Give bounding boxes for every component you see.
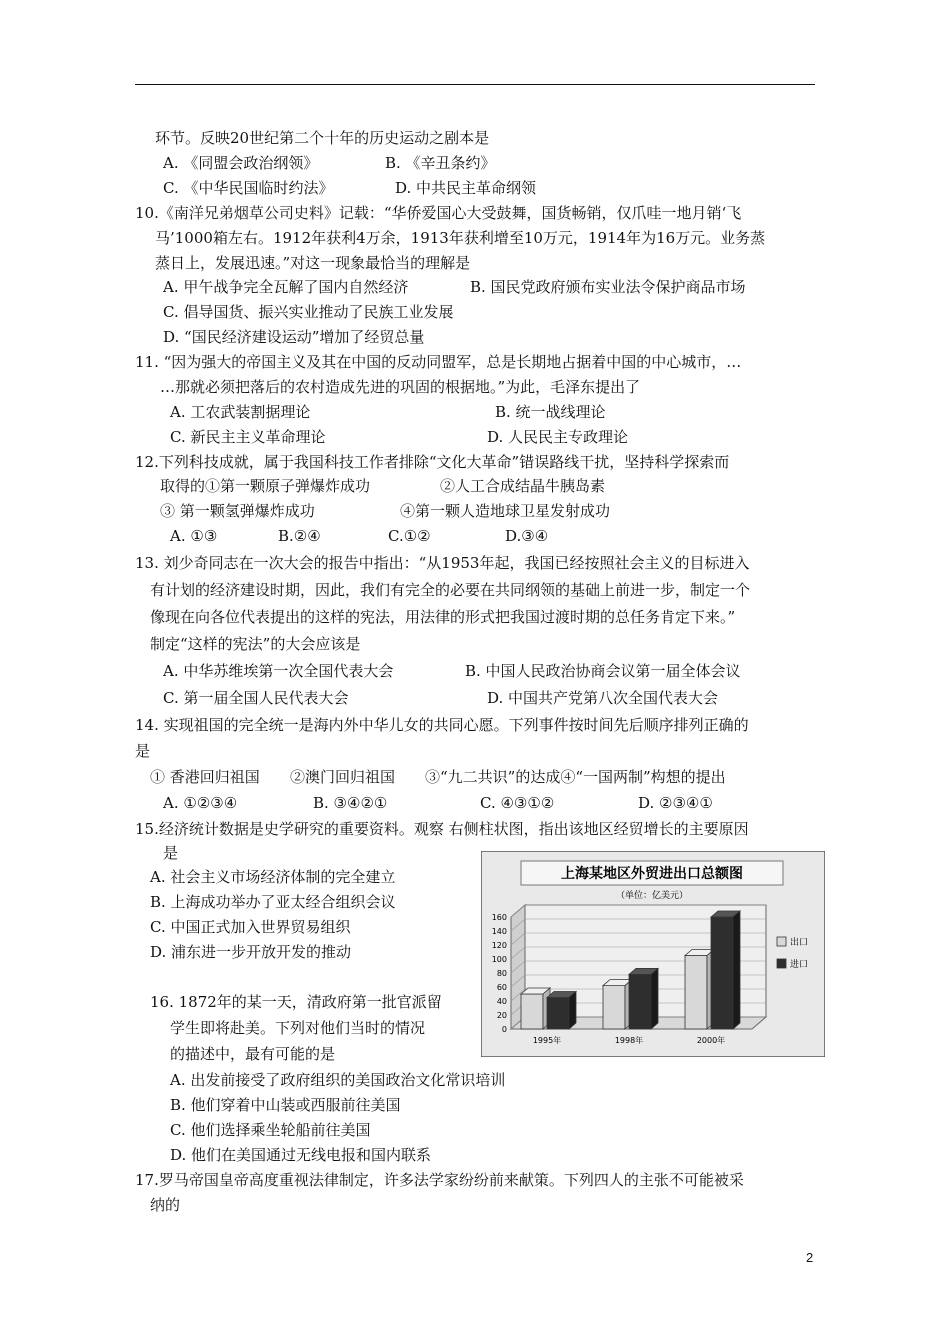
legend-swatch <box>777 959 786 968</box>
q14-line: 是 <box>135 742 151 760</box>
q11-line: …那就必须把落后的农村造成先进的巩固的根据地。”为此，毛泽东提出了 <box>160 378 641 396</box>
q16-option-a[interactable]: A. 出发前接受了政府组织的美国政治文化常识培训 <box>170 1071 506 1089</box>
chart-y-tick: 140 <box>491 927 507 936</box>
legend-label: 出口 <box>790 938 809 948</box>
chart-x-tick: 1995年 <box>532 1036 562 1045</box>
q14-item: ① 香港回归祖国 <box>150 768 260 786</box>
q9-option-b[interactable]: B. 《辛丑条约》 <box>385 154 496 172</box>
q14-item: ②澳门回归祖国 <box>290 768 396 786</box>
q15-option-a[interactable]: A. 社会主义市场经济体制的完全建立 <box>150 868 396 886</box>
q10-option-a[interactable]: A. 甲午战争完全瓦解了国内自然经济 <box>163 278 409 296</box>
q9-option-a[interactable]: A. 《同盟会政治纲领》 <box>163 154 319 172</box>
q12-item: 取得的①第一颗原子弹爆炸成功 <box>160 477 371 495</box>
q14-line: 14. 实现祖国的完全统一是海内外中华儿女的共同心愿。下列事件按时间先后顺序排列正确的 <box>135 716 749 734</box>
q14-item: ③“九二共识”的达成④“一国两制”构想的提出 <box>425 768 726 786</box>
q11-option-c[interactable]: C. 新民主主义革命理论 <box>170 428 326 446</box>
chart-y-tick: 0 <box>501 1025 507 1034</box>
q9-option-c[interactable]: C. 《中华民国临时约法》 <box>163 179 334 197</box>
q10-line: 马’1000箱左右。1912年获利4万余，1913年获利增至10万元，1914年为16万元。业务蒸 <box>155 229 766 247</box>
header-rule <box>135 84 815 85</box>
q9-stem: 环节。反映20世纪第二个十年的历史运动之剧本是 <box>155 129 490 147</box>
q14-option-c[interactable]: C. ④③①② <box>480 794 555 812</box>
page-number: 2 <box>806 1250 814 1265</box>
chart-bar <box>603 986 625 1029</box>
q10-option-c[interactable]: C. 倡导国货、振兴实业推动了民族工业发展 <box>163 303 454 321</box>
q14-option-a[interactable]: A. ①②③④ <box>163 794 238 812</box>
chart-title: 上海某地区外贸进出口总额图 <box>561 866 743 882</box>
q13-line: 制定“这样的宪法”的大会应该是 <box>150 635 361 653</box>
q17-line: 纳的 <box>150 1196 181 1214</box>
q16-option-c[interactable]: C. 他们选择乘坐轮船前往美国 <box>170 1121 371 1139</box>
chart-y-tick: 120 <box>491 941 507 950</box>
chart-y-tick: 20 <box>496 1011 507 1020</box>
chart-bar-side <box>569 992 576 1030</box>
chart-bar-side <box>651 968 658 1029</box>
q10-line: 10.《南洋兄弟烟草公司史料》记载：“华侨爱国心大受鼓舞，国货畅销，仅爪哇一地月销‘飞 <box>135 204 742 222</box>
q13-option-d[interactable]: D. 中国共产党第八次全国代表大会 <box>487 689 719 707</box>
q16-line: 学生即将赴美。下列对他们当时的情况 <box>170 1019 426 1037</box>
q16-line: 16. 1872年的某一天，清政府第一批官派留 <box>150 993 442 1011</box>
q9-option-d[interactable]: D. 中共民主革命纲领 <box>395 179 537 197</box>
chart-bar <box>521 994 543 1029</box>
chart-y-tick: 80 <box>496 969 507 978</box>
q14-option-d[interactable]: D. ②③④① <box>638 794 713 812</box>
q12-item: ④第一颗人造地球卫星发射成功 <box>400 502 611 520</box>
q13-line: 13. 刘少奇同志在一次大会的报告中指出：“从1953年起，我国已经按照社会主义的目标进入 <box>135 554 750 572</box>
chart-bar <box>685 956 707 1030</box>
q15-option-b[interactable]: B. 上海成功举办了亚太经合组织会议 <box>150 893 396 911</box>
q16-option-b[interactable]: B. 他们穿着中山装或西服前往美国 <box>170 1096 401 1114</box>
q11-option-d[interactable]: D. 人民民主专政理论 <box>487 428 629 446</box>
chart-bar <box>547 998 569 1030</box>
trade-bar-chart <box>481 851 825 1057</box>
q10-option-b[interactable]: B. 国民党政府颁布实业法令保护商品市场 <box>470 278 746 296</box>
q11-line: 11. “因为强大的帝国主义及其在中国的反动同盟军，总是长期地占据着中国的中心城市，… <box>135 353 742 371</box>
chart-subtitle: （单位：亿美元） <box>615 891 689 901</box>
chart-x-tick: 1998年 <box>614 1036 644 1045</box>
chart-bar <box>711 917 733 1029</box>
q12-option-a[interactable]: A. ①③ <box>170 527 218 545</box>
q15-line: 是 <box>163 844 179 862</box>
q15-option-d[interactable]: D. 浦东进一步开放开发的推动 <box>150 943 352 961</box>
chart-y-tick: 60 <box>496 983 507 992</box>
chart-y-tick: 40 <box>496 997 507 1006</box>
legend-label: 进口 <box>790 960 809 970</box>
q12-option-c[interactable]: C.①② <box>388 527 431 545</box>
chart-x-tick: 2000年 <box>696 1036 726 1045</box>
chart-bar-side <box>733 911 740 1029</box>
chart-bar <box>629 974 651 1029</box>
q13-option-a[interactable]: A. 中华苏维埃第一次全国代表大会 <box>163 662 394 680</box>
q15-line: 15.经济统计数据是史学研究的重要资料。观察 右侧柱状图，指出该地区经贸增长的主要原因 <box>135 820 749 838</box>
q13-option-c[interactable]: C. 第一届全国人民代表大会 <box>163 689 349 707</box>
q15-option-c[interactable]: C. 中国正式加入世界贸易组织 <box>150 918 351 936</box>
q12-item: ②人工合成结晶牛胰岛素 <box>440 477 606 495</box>
q11-option-b[interactable]: B. 统一战线理论 <box>495 403 606 421</box>
q13-option-b[interactable]: B. 中国人民政治协商会议第一届全体会议 <box>465 662 741 680</box>
chart-y-tick: 100 <box>491 955 507 964</box>
q13-line: 像现在向各位代表提出的这样的宪法，用法律的形式把我国过渡时期的总任务肯定下来。” <box>150 608 736 626</box>
q12-option-b[interactable]: B.②④ <box>278 527 321 545</box>
q14-option-b[interactable]: B. ③④②① <box>313 794 388 812</box>
q11-option-a[interactable]: A. 工农武装割据理论 <box>170 403 311 421</box>
q12-line: 12.下列科技成就，属于我国科技工作者排除“文化大革命”错误路线干扰，坚持科学探索而 <box>135 453 730 471</box>
q12-option-d[interactable]: D.③④ <box>505 527 549 545</box>
q16-option-d[interactable]: D. 他们在美国通过无线电报和国内联系 <box>170 1146 432 1164</box>
q12-item: ③ 第一颗氢弹爆炸成功 <box>160 502 315 520</box>
q10-line: 蒸日上，发展迅速。”对这一现象最恰当的理解是 <box>155 254 471 272</box>
legend-swatch <box>777 937 786 946</box>
q10-option-d[interactable]: D. “国民经济建设运动”增加了经贸总量 <box>163 328 425 346</box>
q17-line: 17.罗马帝国皇帝高度重视法律制定，许多法学家纷纷前来献策。下列四人的主张不可能被采 <box>135 1171 744 1189</box>
q13-line: 有计划的经济建设时期，因此，我们有完全的必要在共同纲领的基础上前进一步，制定一个 <box>150 581 751 599</box>
chart-y-tick: 160 <box>491 913 507 922</box>
q16-line: 的描述中，最有可能的是 <box>170 1045 336 1063</box>
